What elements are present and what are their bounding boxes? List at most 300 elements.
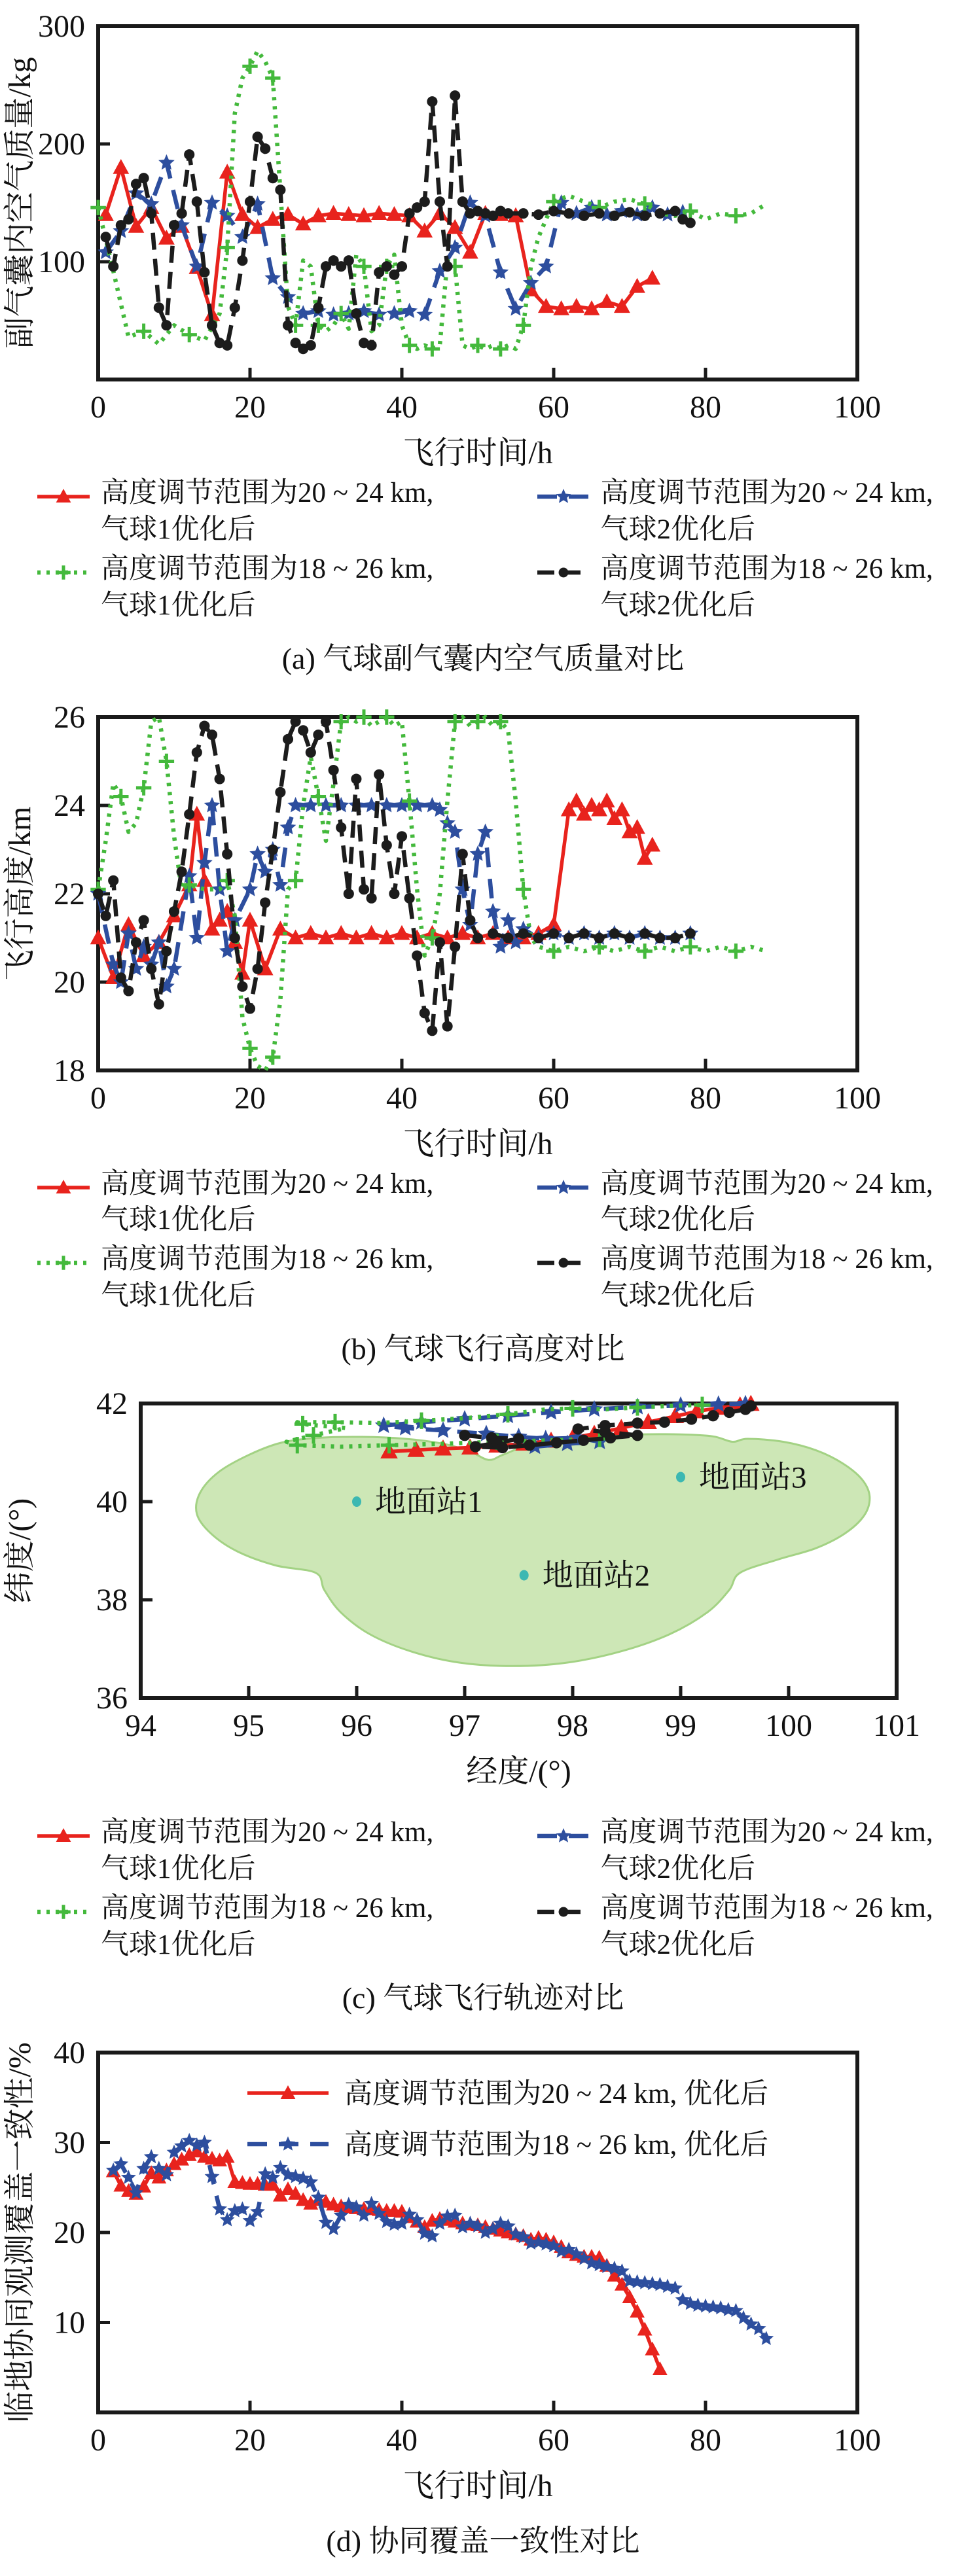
circle-marker bbox=[558, 567, 568, 577]
triangle-marker bbox=[645, 2341, 660, 2355]
circle-marker bbox=[686, 1413, 697, 1424]
plus-marker bbox=[265, 1050, 280, 1065]
circle-marker bbox=[564, 208, 574, 219]
triangle-marker bbox=[599, 792, 615, 807]
triangle-marker bbox=[302, 925, 319, 940]
svg-text:96: 96 bbox=[341, 1708, 372, 1744]
plus-marker bbox=[470, 338, 485, 353]
circle-marker bbox=[654, 932, 665, 943]
star-marker bbox=[287, 797, 304, 813]
circle-marker bbox=[632, 1417, 643, 1428]
svg-text:20: 20 bbox=[54, 964, 85, 1000]
plus-marker bbox=[295, 1416, 311, 1432]
circle-marker bbox=[465, 915, 475, 925]
circle-marker bbox=[321, 716, 331, 726]
svg-text:22: 22 bbox=[54, 876, 85, 911]
circle-marker bbox=[404, 892, 415, 903]
circle-marker bbox=[513, 1433, 524, 1444]
circle-marker bbox=[745, 1400, 757, 1411]
circle-marker bbox=[670, 206, 681, 217]
circle-marker bbox=[351, 308, 361, 319]
y-axis-label: 飞行高度/km bbox=[3, 806, 37, 981]
circle-marker bbox=[367, 340, 377, 351]
circle-marker bbox=[524, 1439, 535, 1451]
star-marker bbox=[212, 2201, 227, 2215]
star-marker bbox=[188, 929, 205, 945]
legend-item-label: 高度调节范围为20 ~ 24 km, 气球1优化后 bbox=[101, 1817, 434, 1885]
legend-item-label: 高度调节范围为18 ~ 26 km, 气球2优化后 bbox=[600, 1244, 933, 1312]
circle-marker bbox=[435, 196, 445, 207]
svg-text:300: 300 bbox=[38, 9, 85, 44]
svg-text:60: 60 bbox=[538, 390, 569, 425]
svg-text:0: 0 bbox=[90, 1080, 106, 1116]
svg-text:101: 101 bbox=[873, 1708, 920, 1744]
circle-marker bbox=[237, 255, 247, 266]
circle-marker bbox=[497, 1442, 508, 1453]
circle-marker bbox=[253, 963, 263, 974]
circle-marker bbox=[503, 208, 513, 219]
circle-marker bbox=[427, 1025, 437, 1036]
legend-item-label: 高度调节范围为18 ~ 26 km, 气球2优化后 bbox=[600, 1892, 933, 1960]
svg-text:100: 100 bbox=[765, 1708, 812, 1744]
svg-text:100: 100 bbox=[38, 245, 85, 279]
triangle-marker bbox=[637, 2321, 653, 2335]
plus-marker bbox=[546, 944, 561, 959]
star-marker bbox=[668, 2280, 683, 2295]
circle-marker bbox=[313, 730, 323, 740]
legend-swatch-blue bbox=[535, 1825, 592, 1847]
y-axis-label: 副气囊内空气质量/kg bbox=[3, 57, 37, 349]
legend-swatch-red bbox=[35, 1825, 92, 1847]
plus-marker bbox=[499, 1406, 516, 1422]
station-label: 地面站2 bbox=[542, 1559, 651, 1593]
circle-marker bbox=[283, 733, 293, 744]
circle-marker bbox=[573, 1423, 584, 1434]
plus-marker bbox=[425, 342, 440, 357]
legend-item-red bbox=[35, 1814, 535, 1888]
legend-item-label: 高度调节范围为20 ~ 24 km, 气球1优化后 bbox=[101, 1168, 434, 1236]
legend-item-label: 高度调节范围为20 ~ 24 km, 气球2优化后 bbox=[600, 478, 933, 545]
svg-text:80: 80 bbox=[690, 1080, 721, 1116]
legend-b bbox=[0, 1159, 966, 1315]
legend-item-label: 高度调节范围为18 ~ 26 km, 气球2优化后 bbox=[600, 553, 933, 621]
star-marker bbox=[556, 1828, 571, 1843]
legend-swatch-red bbox=[35, 485, 92, 508]
legend-item-blue bbox=[535, 1814, 961, 1888]
circle-marker bbox=[654, 208, 665, 219]
circle-marker bbox=[199, 720, 209, 731]
circle-marker bbox=[389, 889, 399, 899]
station-dot bbox=[352, 1496, 361, 1507]
circle-marker bbox=[93, 889, 103, 899]
plus-marker bbox=[242, 59, 257, 74]
svg-text:30: 30 bbox=[54, 2125, 85, 2161]
circle-marker bbox=[161, 320, 171, 330]
circle-marker bbox=[268, 844, 278, 855]
circle-marker bbox=[108, 261, 118, 272]
circle-marker bbox=[275, 786, 285, 797]
svg-text:100: 100 bbox=[834, 1080, 881, 1116]
legend-swatch-red bbox=[35, 1176, 92, 1199]
circle-marker bbox=[177, 866, 187, 877]
legend-a bbox=[0, 468, 966, 624]
circle-marker bbox=[533, 209, 544, 220]
plus-marker bbox=[265, 71, 280, 86]
series-red bbox=[98, 159, 660, 321]
legend-item-black bbox=[535, 551, 961, 624]
circle-marker bbox=[230, 932, 240, 943]
circle-marker bbox=[101, 232, 111, 242]
legend-swatch-blue bbox=[535, 1176, 592, 1199]
plus-marker bbox=[311, 788, 326, 803]
svg-text:10: 10 bbox=[54, 2305, 85, 2340]
circle-marker bbox=[632, 1430, 643, 1441]
star-marker bbox=[166, 960, 183, 976]
legend-item-label: 高度调节范围为20 ~ 24 km, 气球2优化后 bbox=[600, 1168, 933, 1236]
circle-marker bbox=[215, 773, 225, 784]
plus-marker bbox=[159, 753, 174, 768]
circle-marker bbox=[116, 972, 126, 983]
legend-item-label: 高度调节范围为20 ~ 24 km, 气球1优化后 bbox=[101, 478, 434, 545]
triangle-marker bbox=[363, 925, 380, 940]
circle-marker bbox=[192, 196, 202, 207]
circle-marker bbox=[594, 932, 605, 943]
legend-item-label: 高度调节范围为18 ~ 26 km, 气球1优化后 bbox=[101, 1244, 434, 1312]
circle-marker bbox=[579, 211, 589, 221]
chart-c-flight-trajectory bbox=[0, 1384, 966, 1808]
legend-item-black bbox=[535, 1890, 961, 1964]
legend-swatch-blue bbox=[535, 485, 592, 508]
circle-marker bbox=[313, 302, 323, 313]
plus-marker bbox=[728, 944, 743, 959]
triangle-marker bbox=[333, 925, 349, 940]
plus-marker bbox=[413, 1413, 429, 1429]
plus-marker bbox=[728, 208, 743, 223]
legend-item-label: 高度调节范围为18 ~ 26 km, 气球1优化后 bbox=[101, 1892, 434, 1960]
plus-marker bbox=[637, 944, 653, 959]
triangle-marker bbox=[629, 819, 645, 834]
legend-item-red bbox=[35, 475, 535, 548]
circle-marker bbox=[397, 831, 407, 841]
station-label: 地面站3 bbox=[699, 1460, 807, 1495]
circle-marker bbox=[551, 1437, 562, 1448]
chart-a-ballonet-air-mass bbox=[0, 3, 966, 468]
circle-marker bbox=[275, 185, 285, 195]
caption-c: (c) 气球飞行轨迹对比 bbox=[342, 1981, 624, 2015]
circle-marker bbox=[558, 1907, 568, 1916]
plus-marker bbox=[327, 1414, 343, 1430]
legend-swatch-green bbox=[35, 1252, 92, 1274]
circle-marker bbox=[161, 945, 171, 956]
circle-marker bbox=[374, 769, 384, 779]
station-label: 地面站1 bbox=[375, 1485, 483, 1520]
circle-marker bbox=[344, 889, 354, 899]
svg-text:40: 40 bbox=[54, 2035, 85, 2070]
svg-text:36: 36 bbox=[96, 1681, 128, 1716]
station-dot bbox=[520, 1570, 529, 1581]
tick-labels bbox=[38, 9, 881, 425]
plus-marker bbox=[56, 1905, 71, 1919]
circle-marker bbox=[450, 90, 460, 101]
circle-marker bbox=[457, 849, 468, 859]
circle-marker bbox=[639, 211, 650, 221]
circle-marker bbox=[442, 1021, 453, 1031]
circle-marker bbox=[442, 261, 453, 272]
svg-text:20: 20 bbox=[234, 1080, 266, 1116]
svg-text:95: 95 bbox=[233, 1708, 264, 1744]
circle-marker bbox=[457, 196, 468, 207]
legend-swatch-green bbox=[35, 561, 92, 584]
legend-item-black bbox=[535, 1241, 961, 1314]
svg-text:80: 80 bbox=[690, 2422, 721, 2458]
legend-item-blue bbox=[535, 475, 961, 548]
circle-marker bbox=[427, 96, 437, 107]
triangle-marker bbox=[630, 2304, 645, 2318]
svg-text:97: 97 bbox=[449, 1708, 480, 1744]
svg-text:60: 60 bbox=[538, 2422, 569, 2458]
star-marker bbox=[264, 270, 281, 285]
inplot-legend-label: 高度调节范围为20 ~ 24 km, 优化后 bbox=[344, 2078, 768, 2109]
circle-marker bbox=[184, 149, 194, 160]
plus-marker bbox=[113, 788, 128, 803]
plus-marker bbox=[516, 881, 531, 896]
circle-marker bbox=[670, 932, 681, 943]
circle-marker bbox=[351, 773, 361, 784]
circle-marker bbox=[260, 143, 270, 154]
plus-marker bbox=[220, 240, 235, 255]
chart-d-coverage-consistency bbox=[0, 2033, 966, 2507]
x-axis-label: 飞行时间/h bbox=[402, 2468, 553, 2503]
legend-item-green bbox=[35, 551, 535, 624]
circle-marker bbox=[298, 725, 308, 735]
station-dot bbox=[676, 1472, 685, 1483]
circle-marker bbox=[564, 932, 574, 943]
legend-item-blue bbox=[535, 1166, 961, 1239]
circle-marker bbox=[599, 1420, 611, 1431]
svg-text:200: 200 bbox=[38, 127, 85, 162]
circle-marker bbox=[283, 320, 293, 330]
circle-marker bbox=[230, 302, 240, 313]
legend-item-label: 高度调节范围为18 ~ 26 km, 气球1优化后 bbox=[101, 553, 434, 621]
x-axis-label: 经度/(°) bbox=[466, 1754, 571, 1790]
star-marker bbox=[508, 300, 524, 316]
plus-marker bbox=[56, 565, 71, 580]
circle-marker bbox=[131, 937, 141, 947]
svg-text:20: 20 bbox=[54, 2215, 85, 2250]
circle-marker bbox=[291, 716, 301, 726]
circle-marker bbox=[123, 985, 134, 996]
svg-text:20: 20 bbox=[234, 390, 266, 425]
svg-text:100: 100 bbox=[834, 390, 881, 425]
triangle-marker bbox=[90, 929, 107, 944]
panel-d bbox=[0, 2033, 966, 2560]
circle-marker bbox=[260, 897, 270, 908]
circle-marker bbox=[367, 892, 377, 903]
legend-swatch-green bbox=[35, 1901, 92, 1923]
plus-marker bbox=[56, 1256, 71, 1271]
circle-marker bbox=[245, 1003, 255, 1014]
circle-marker bbox=[336, 822, 346, 832]
circle-marker bbox=[624, 932, 635, 943]
star-marker bbox=[272, 876, 289, 892]
circle-marker bbox=[154, 302, 164, 313]
caption-d: (d) 协同覆盖一致性对比 bbox=[326, 2524, 640, 2558]
circle-marker bbox=[473, 932, 483, 943]
circle-marker bbox=[685, 218, 696, 228]
inplot-legend-label: 高度调节范围为18 ~ 26 km, 优化后 bbox=[344, 2129, 768, 2161]
circle-marker bbox=[169, 220, 179, 230]
inplot-legend bbox=[247, 2078, 768, 2161]
svg-text:0: 0 bbox=[90, 390, 106, 425]
circle-marker bbox=[450, 942, 460, 952]
circle-marker bbox=[306, 340, 316, 351]
legend-swatch-black bbox=[535, 1901, 592, 1923]
star-marker bbox=[401, 303, 418, 319]
circle-marker bbox=[724, 1407, 735, 1418]
legend-swatch-black bbox=[535, 1252, 592, 1274]
circle-marker bbox=[609, 211, 620, 221]
circle-marker bbox=[518, 208, 529, 219]
circle-marker bbox=[146, 963, 156, 974]
panel-c bbox=[0, 1384, 966, 2017]
star-marker bbox=[556, 1180, 571, 1194]
svg-text:38: 38 bbox=[96, 1583, 128, 1618]
series-black bbox=[93, 716, 696, 1036]
circle-marker bbox=[578, 1435, 589, 1446]
circle-marker bbox=[207, 320, 217, 330]
circle-marker bbox=[412, 950, 422, 961]
circle-marker bbox=[659, 1417, 670, 1428]
svg-text:18: 18 bbox=[54, 1053, 85, 1088]
x-axis-label: 飞行时间/h bbox=[402, 1126, 553, 1159]
y-axis-label: 纬度/(°) bbox=[3, 1498, 37, 1604]
triangle-marker bbox=[644, 270, 660, 285]
triangle-marker bbox=[599, 293, 615, 308]
svg-text:20: 20 bbox=[234, 2422, 266, 2458]
circle-marker bbox=[184, 809, 194, 819]
svg-text:40: 40 bbox=[386, 390, 418, 425]
svg-text:80: 80 bbox=[690, 390, 721, 425]
circle-marker bbox=[518, 928, 529, 938]
circle-marker bbox=[382, 839, 392, 850]
legend-swatch-black bbox=[535, 561, 592, 584]
circle-marker bbox=[548, 928, 559, 938]
circle-marker bbox=[533, 932, 544, 943]
chart-b-flight-altitude bbox=[0, 694, 966, 1159]
triangle-marker bbox=[220, 2149, 235, 2162]
circle-marker bbox=[207, 730, 217, 740]
circle-marker bbox=[420, 1008, 430, 1018]
svg-text:100: 100 bbox=[834, 2422, 881, 2458]
circle-marker bbox=[154, 998, 164, 1009]
svg-text:40: 40 bbox=[386, 1080, 418, 1116]
plus-marker bbox=[136, 780, 151, 795]
circle-marker bbox=[397, 261, 407, 272]
circle-marker bbox=[123, 214, 134, 224]
caption-a: (a) 气球副气囊内空气质量对比 bbox=[281, 641, 685, 675]
triangle-marker bbox=[653, 2361, 668, 2375]
circle-marker bbox=[382, 261, 392, 272]
triangle-marker bbox=[614, 801, 630, 816]
circle-marker bbox=[359, 884, 369, 894]
x-axis-label: 飞行时间/h bbox=[402, 436, 553, 468]
svg-text:60: 60 bbox=[538, 1080, 569, 1116]
svg-text:0: 0 bbox=[90, 2422, 106, 2458]
circle-marker bbox=[389, 270, 399, 280]
circle-marker bbox=[177, 208, 187, 219]
star-marker bbox=[281, 2136, 296, 2151]
circle-marker bbox=[139, 173, 149, 183]
circle-marker bbox=[253, 132, 263, 142]
triangle-marker bbox=[644, 836, 660, 851]
panel-a bbox=[0, 3, 966, 678]
plus-marker bbox=[402, 338, 417, 353]
legend-item-label: 高度调节范围为20 ~ 24 km, 气球2优化后 bbox=[600, 1817, 933, 1885]
circle-marker bbox=[459, 1430, 470, 1441]
circle-marker bbox=[558, 1258, 568, 1268]
caption-b: (b) 气球飞行高度对比 bbox=[341, 1332, 625, 1366]
circle-marker bbox=[420, 196, 430, 207]
circle-marker bbox=[108, 875, 118, 885]
circle-marker bbox=[169, 906, 179, 917]
circle-marker bbox=[268, 173, 278, 183]
circle-marker bbox=[139, 915, 149, 925]
circle-marker bbox=[579, 928, 589, 938]
circle-marker bbox=[639, 928, 650, 938]
circle-marker bbox=[435, 937, 445, 947]
plus-marker bbox=[242, 1040, 257, 1055]
legend-item-green bbox=[35, 1890, 535, 1964]
circle-marker bbox=[199, 267, 209, 277]
triangle-marker bbox=[394, 925, 410, 940]
circle-marker bbox=[245, 196, 255, 207]
svg-text:94: 94 bbox=[125, 1708, 156, 1744]
star-marker bbox=[435, 1421, 452, 1438]
star-marker bbox=[556, 489, 571, 503]
svg-text:98: 98 bbox=[557, 1708, 588, 1744]
circle-marker bbox=[609, 928, 620, 938]
circle-marker bbox=[685, 928, 696, 938]
circle-marker bbox=[707, 1410, 719, 1421]
legend-item-green bbox=[35, 1241, 535, 1314]
circle-marker bbox=[470, 1441, 481, 1452]
circle-marker bbox=[503, 932, 513, 943]
plus-marker bbox=[683, 939, 698, 954]
svg-text:24: 24 bbox=[54, 788, 85, 823]
star-marker bbox=[242, 881, 259, 896]
circle-marker bbox=[306, 747, 316, 758]
triangle-marker bbox=[242, 911, 259, 926]
plus-marker bbox=[493, 342, 508, 357]
circle-marker bbox=[329, 765, 339, 775]
legend-c bbox=[0, 1808, 966, 1964]
circle-marker bbox=[594, 208, 605, 219]
plus-marker bbox=[288, 873, 303, 888]
circle-marker bbox=[222, 849, 232, 859]
panel-b bbox=[0, 694, 966, 1369]
svg-text:42: 42 bbox=[96, 1386, 128, 1422]
triangle-marker bbox=[568, 298, 584, 313]
circle-marker bbox=[222, 340, 232, 351]
svg-text:99: 99 bbox=[665, 1708, 696, 1744]
circle-marker bbox=[237, 981, 247, 991]
plus-marker bbox=[516, 318, 531, 333]
series-blue bbox=[106, 2132, 774, 2344]
axis-frame bbox=[98, 717, 857, 1070]
circle-marker bbox=[624, 207, 635, 217]
circle-marker bbox=[344, 255, 354, 266]
circle-marker bbox=[488, 928, 498, 938]
